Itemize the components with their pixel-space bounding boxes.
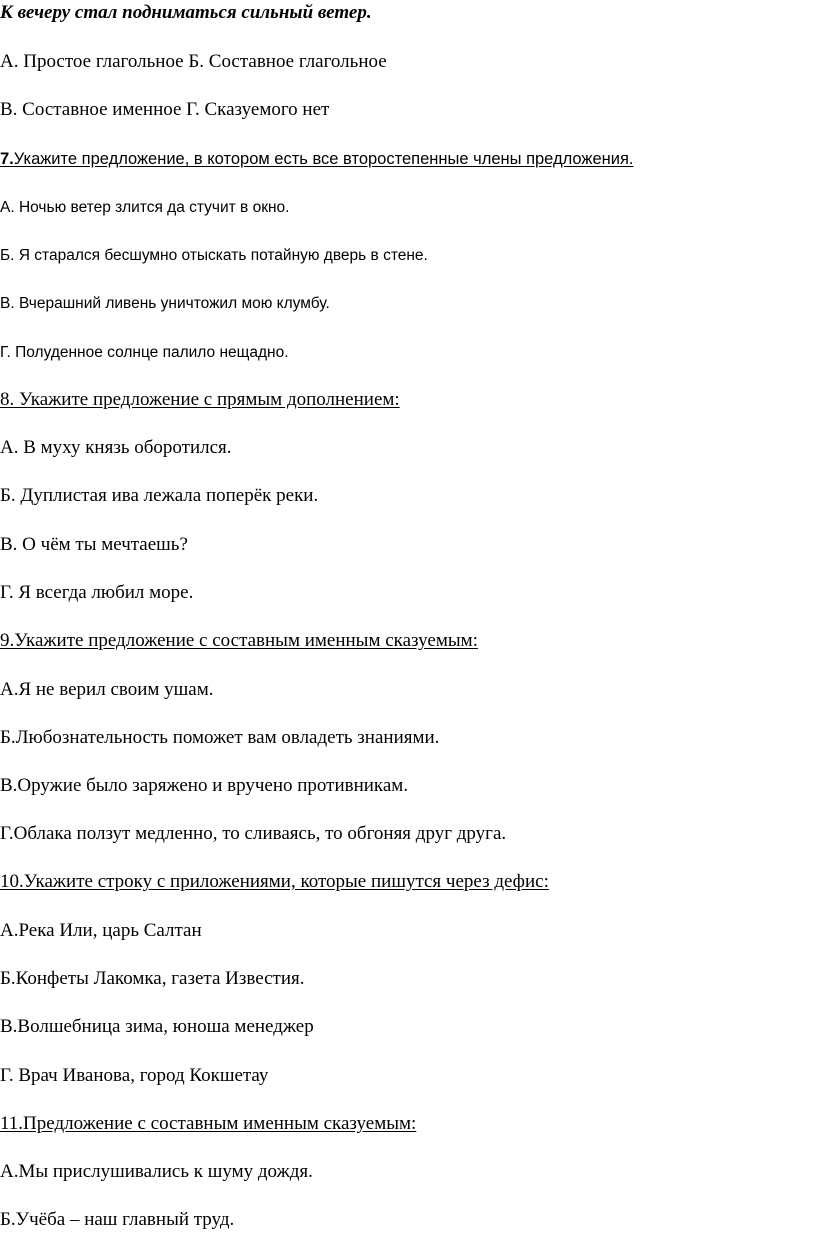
q7-option-g: Г. Полуденное солнце палило нещадно. [0, 344, 289, 361]
question-7-number: 7. [0, 150, 14, 168]
q11-option-a: А.Мы прислушивались к шуму дождя. [0, 1161, 313, 1182]
q9-option-a: А.Я не верил своим ушам. [0, 679, 214, 700]
question-9: 9.Укажите предложение с составным именным сказуемым: [0, 630, 478, 651]
q10-option-v: В.Волшебница зима, юноша менеджер [0, 1016, 314, 1037]
q10-option-a: А.Река Или, царь Салтан [0, 920, 202, 941]
question-7-text: Укажите предложение, в котором есть все второстепенные члены предложения. [13, 150, 634, 168]
q9-option-g: Г.Облака ползут медленно, то сливаясь, то обгоняя друг друга. [0, 823, 507, 844]
q10-option-b: Б.Конфеты Лакомка, газета Известия. [0, 968, 305, 989]
q7-option-b: Б. Я старался бесшумно отыскать потайную дверь в стене. [0, 247, 428, 264]
q9-option-v: В.Оружие было заряжено и вручено противникам. [0, 775, 409, 796]
q8-option-b: Б. Дуплистая ива лежала поперёк реки. [0, 485, 319, 506]
question-7 [0, 147, 633, 171]
q10-option-g: Г. Врач Иванова, город Кокшетау [0, 1065, 269, 1086]
q6-options-ab: А. Простое глагольное Б. Составное глагольное [0, 51, 387, 72]
question-10: 10.Укажите строку с приложениями, которые пишутся через дефис: [0, 871, 549, 892]
q8-option-a: А. В муху князь оборотился. [0, 437, 232, 458]
question-11: 11.Предложение с составным именным сказуемым: [0, 1113, 417, 1134]
q7-option-v: В. Вчерашний ливень уничтожил мою клумбу. [0, 295, 330, 312]
q11-option-b: Б.Учёба – наш главный труд. [0, 1209, 235, 1230]
q9-option-b: Б.Любознательность поможет вам овладеть знаниями. [0, 727, 440, 748]
q7-option-a: А. Ночью ветер злится да стучит в окно. [0, 199, 290, 216]
q8-option-g: Г. Я всегда любил море. [0, 582, 194, 603]
intro-sentence: К вечеру стал подниматься сильный ветер. [0, 2, 372, 23]
q6-options-vg: В. Составное именное Г. Сказуемого нет [0, 99, 330, 120]
q8-option-v: В. О чём ты мечтаешь? [0, 534, 188, 555]
question-8: 8. Укажите предложение с прямым дополнением: [0, 389, 400, 410]
